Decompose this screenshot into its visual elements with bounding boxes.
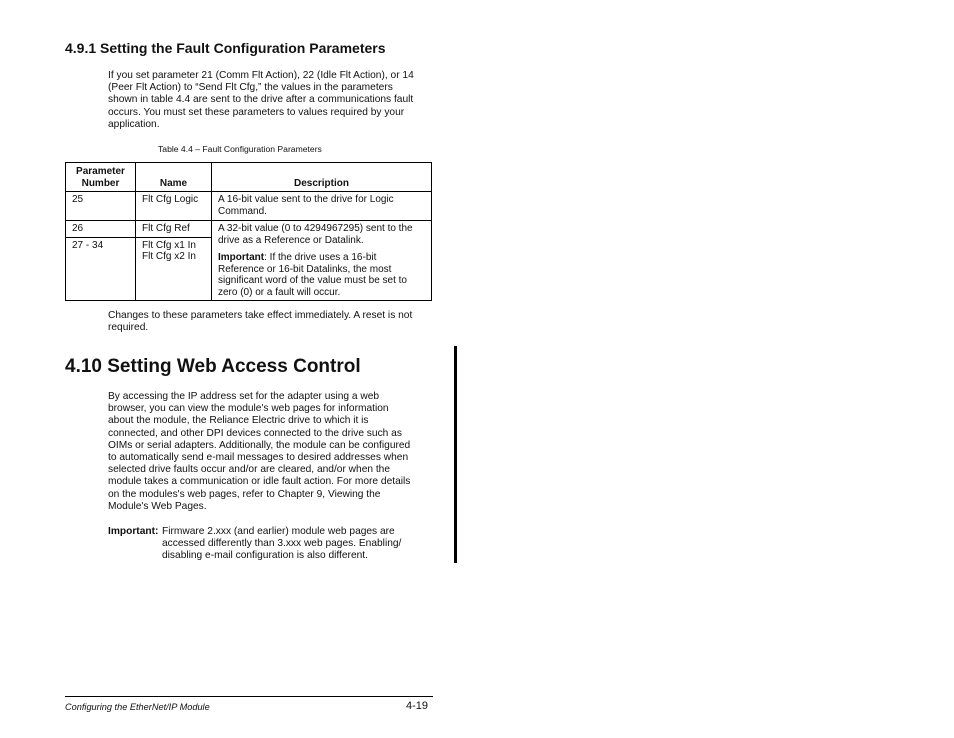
- after-line: required.: [108, 322, 149, 334]
- cell-name: [136, 237, 212, 301]
- body-line: selected drive faults occur and/or are cleared, and/or when the: [108, 464, 391, 476]
- change-bar: [454, 346, 457, 563]
- intro-line: shown in table 4.4 are sent to the drive after a communications fault: [108, 94, 414, 106]
- important-note: [218, 252, 425, 298]
- important-line: disabling e-mail configuration is also different.: [162, 550, 368, 562]
- cell-name: Flt Cfg Logic: [136, 192, 212, 221]
- important-label: Important: [218, 252, 265, 263]
- cell-number: 27 - 34: [66, 237, 136, 301]
- body-line: OIMs or serial adapters. Additionally, the module can be configured: [108, 439, 411, 451]
- cell-description: [212, 221, 432, 301]
- cell-number: 25: [66, 192, 136, 221]
- header-parameter-number: Parameter Number: [66, 163, 136, 192]
- cell-name: Flt Cfg Ref: [136, 221, 212, 238]
- footer-title: Configuring the EtherNet/IP Module: [65, 702, 210, 712]
- table-header-row: [66, 163, 432, 192]
- body-line: to automatically send e-mail messages to desired addresses when: [108, 452, 409, 464]
- body-line: module takes a communication or idle fault action. For more details: [108, 476, 411, 488]
- name-line: Flt Cfg x1 In: [142, 239, 196, 251]
- fault-config-table: [65, 162, 432, 301]
- table-row: [66, 192, 432, 221]
- after-table-paragraph: [108, 310, 438, 334]
- intro-paragraph: [108, 70, 438, 131]
- cell-number: 26: [66, 221, 136, 238]
- body-line: By accessing the IP address set for the adapter using a web: [108, 391, 380, 402]
- table-row: [66, 221, 432, 238]
- section-heading-4-10: 4.10 Setting Web Access Control: [65, 356, 361, 377]
- web-access-paragraph: [108, 391, 443, 513]
- name-line: Flt Cfg x2 In: [142, 251, 196, 262]
- important-note-2: [162, 526, 447, 563]
- body-line: about the module, the Reliance Electric drive to which it is: [108, 415, 369, 427]
- footer-rule: [65, 696, 433, 697]
- page-number: 4-19: [406, 700, 429, 712]
- important-label-2: Important:: [108, 526, 159, 537]
- intro-line: (Peer Flt Action) to “Send Flt Cfg,” the values in the parameters: [108, 82, 393, 94]
- header-description: Description: [212, 163, 432, 192]
- body-line: connected, and other DPI devices connected to the drive such as: [108, 427, 402, 439]
- intro-line: application.: [108, 118, 160, 130]
- intro-line: occurs. You must set these parameters to values required by your: [108, 106, 405, 118]
- cell-description: A 16-bit value sent to the drive for Logic Command.: [212, 192, 432, 221]
- body-line: Module's Web Pages.: [108, 500, 207, 512]
- body-line: on the modules's web pages, refer to Chapter 9, Viewing the: [108, 488, 381, 500]
- header-name: Name: [136, 163, 212, 192]
- table-caption: Table 4.4 – Fault Configuration Parameters: [158, 144, 322, 154]
- after-line: Changes to these parameters take effect immediately. A reset is not: [108, 310, 413, 321]
- important-line: Firmware 2.xxx (and earlier) module web pages are: [162, 526, 395, 537]
- section-heading-4-9-1: 4.9.1 Setting the Fault Configuration Parameters: [65, 40, 386, 56]
- important-line: accessed differently than 3.xxx web pages. Enabling/: [162, 538, 402, 550]
- important-text: : If the drive uses a 16-bit Reference or 16-bit Datalinks, the most significant word of the value must be set to zero (0) or a fault will occur.: [218, 252, 407, 298]
- intro-line: If you set parameter 21 (Comm Flt Action), 22 (Idle Flt Action), or 14: [108, 70, 414, 81]
- body-line: browser, you can view the module's web pages for information: [108, 403, 389, 415]
- description-text: A 32-bit value (0 to 4294967295) sent to the drive as a Reference or Datalink.: [218, 223, 413, 246]
